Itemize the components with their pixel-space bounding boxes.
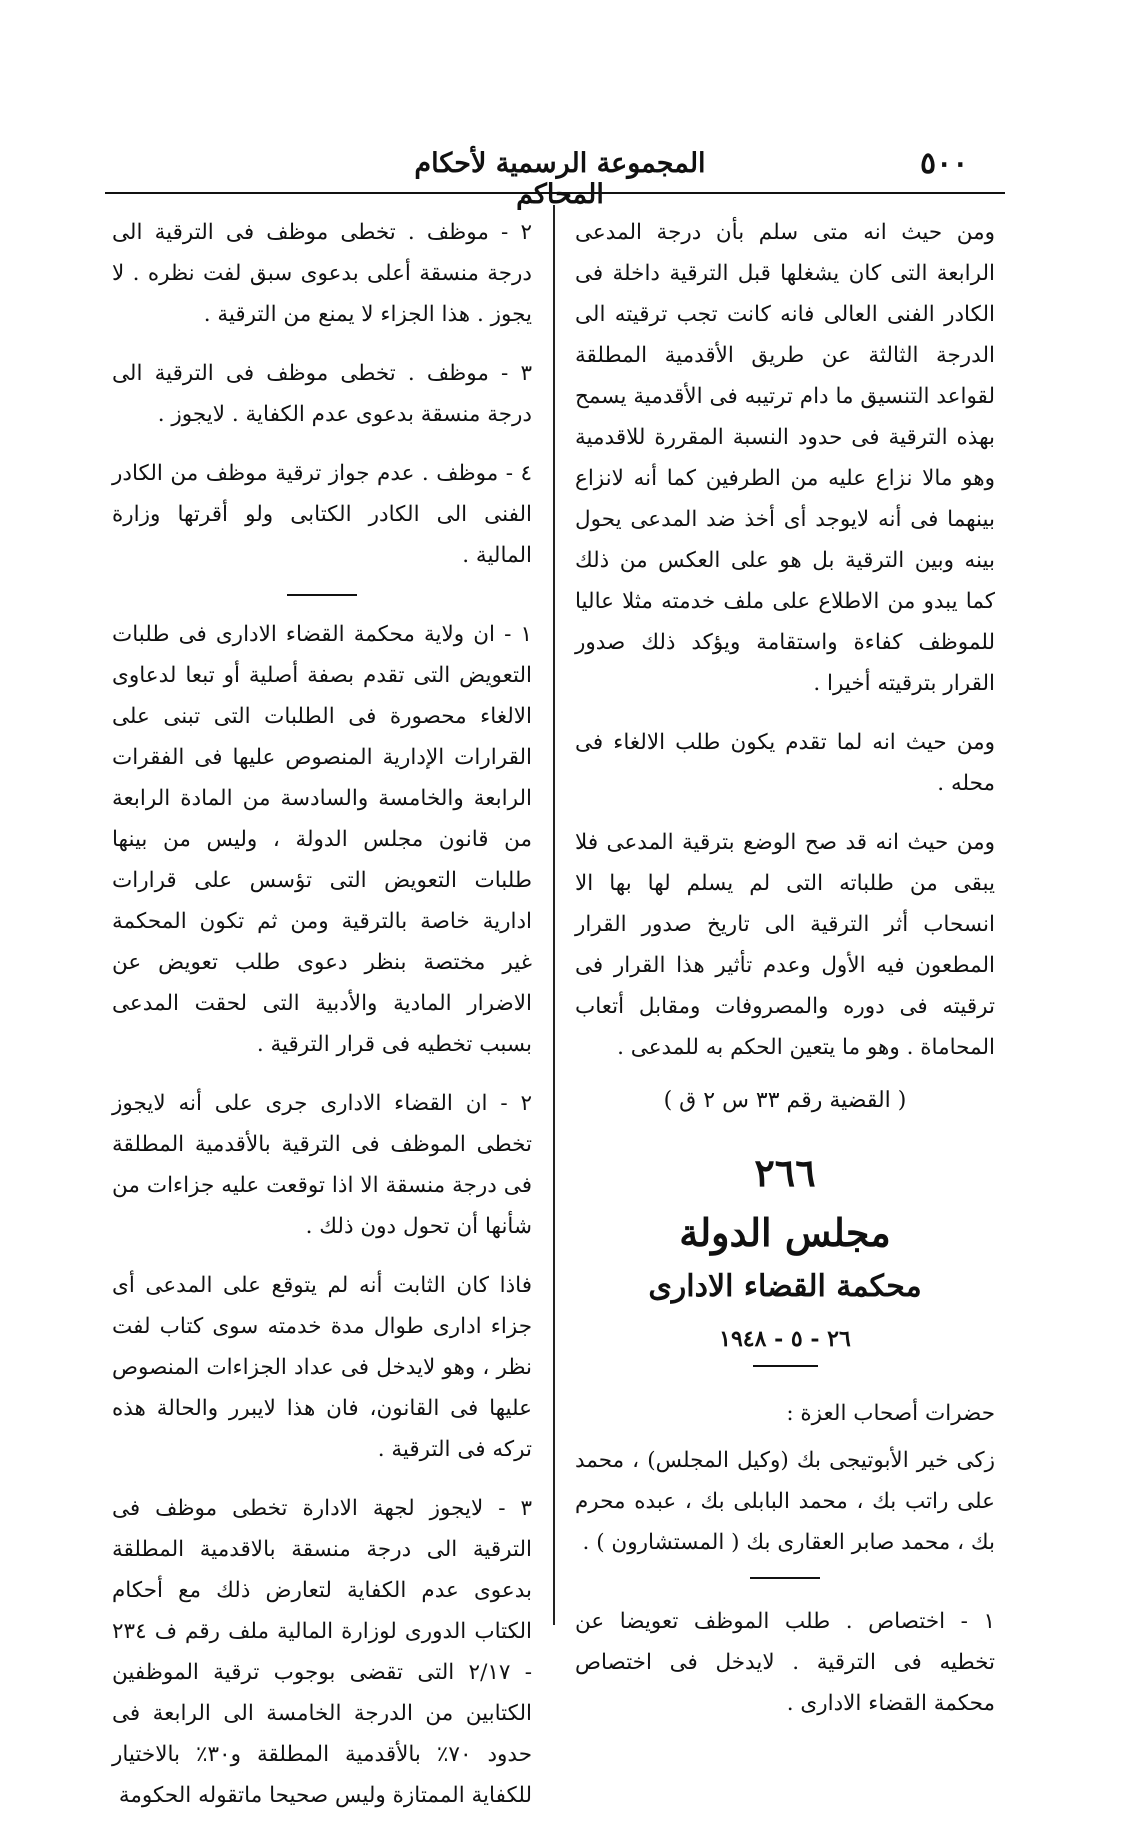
right-column (575, 212, 995, 1742)
members-list: زكى خير الأبوتيجى بك (وكيل المجلس) ، محمد على راتب بك ، محمد البابلى بك ، عبده محرم بك ، محمد صابر العقارى بك ( المستشارون ) . (575, 1448, 995, 1555)
section-rule (750, 1577, 820, 1579)
column-divider (553, 205, 555, 1625)
left-column (112, 212, 532, 1834)
running-title: المجموعة الرسمية لأحكام المحاكم (414, 148, 706, 210)
paragraph: ومن حيث انه لما تقدم يكون طلب الالغاء فى محله . (575, 730, 995, 796)
headnote: ١ - اختصاص . طلب الموظف تعويضا عن تخطيه فى الترقية . لايدخل فى اختصاص محكمة القضاء الادارى . (575, 1609, 995, 1716)
paragraph: ومن حيث انه متى سلم بأن درجة المدعى الرابعة التى كان يشغلها قبل الترقية داخلة فى الكادر الفنى العالى فانه كانت تجب ترقيته الى الدرجة الثالثة عن طريق الأقدمية المطلقة لقواعد التنسيق ما دام ترتيبه فى الأقدمية يسمح بهذه الترقية فى حدود النسبة المقررة للاقدمية وهو مالا نزاع عليه من الطرفين كما أنه لانزاع بينهما فى أنه لايوجد أى أخذ ضد المدعى يحول بينه وبين الترقية بل هو على العكس من ذلك كما يبدو من الاطلاع على ملف خدمته مثلا عاليا للموظف كفاءة واستقامة ويؤكد ذلك صدور القرار بترقيته أخيرا . (575, 220, 995, 696)
case-reference: ( القضية رقم ٣٣ س ٢ ق ) (663, 1088, 907, 1113)
principle: ٣ - لايجوز لجهة الادارة تخطى موظف فى الترقية الى درجة منسقة بالاقدمية المطلقة بدعوى عدم الكفاية لتعارض ذلك مع أحكام الكتاب الدورى لوزارة المالية ملف رقم ف ٢٣٤ - ٢/١٧ التى تقضى بوجوب ترقية الموظفين الكتابين من الدرجة الخامسة الى الرابعة فى حدود ٧٠٪ بالأقدمية المطلقة و٣٠٪ بالاختيار للكفاية الممتازة وليس صحيحا ماتقوله الحكومة (112, 1496, 532, 1808)
headnote: ٤ - موظف . عدم جواز ترقية موظف من الكادر الفنى الى الكادر الكتابى ولو أقرتها وزارة المالية . (112, 461, 532, 568)
page-number: ٥٠٠ (920, 146, 969, 181)
decision-date: ٢٦ - ٥ - ١٩٤٨ (719, 1326, 851, 1352)
section-rule (287, 594, 357, 596)
section-rule (753, 1365, 818, 1367)
case-number: ٢٦٦ (754, 1150, 816, 1195)
header-rule (105, 192, 1005, 194)
principle: ١ - ان ولاية محكمة القضاء الادارى فى طلبات التعويض التى تقدم بصفة أصلية أو تبعا لدعاوى الالغاء محصورة فى الطلبات التى تبنى على القرارات الإدارية المنصوص عليها فى الفقرات الرابعة والخامسة والسادسة من المادة الرابعة من قانون مجلس الدولة ، وليس من بينها طلبات التعويض التى تؤسس على قرارات ادارية خاصة بالترقية ومن ثم تكون المحكمة غير مختصة بنظر دعوى طلب تعويض عن الاضرار المادية والأدبية التى لحقت المدعى بسبب تخطيه فى قرار الترقية . (112, 622, 532, 1057)
presence-line: حضرات أصحاب العزة : (786, 1401, 995, 1426)
court-name: مجلس الدولة (679, 1210, 891, 1255)
chamber-name: محكمة القضاء الادارى (648, 1269, 922, 1304)
principle: فاذا كان الثابت أنه لم يتوقع على المدعى أى جزاء ادارى طوال مدة خدمته سوى كتاب لفت نظر ، وهو لايدخل فى عداد الجزاءات المنصوص عليها فى القانون، فان هذا لايبرر والحالة هذه تركه فى الترقية . (112, 1273, 532, 1462)
principle: ٢ - ان القضاء الادارى جرى على أنه لايجوز تخطى الموظف فى الترقية بالأقدمية المطلقة فى درجة منسقة الا اذا توقعت عليه جزاءات من شأنها أن تحول دون ذلك . (112, 1091, 532, 1239)
paragraph: ومن حيث انه قد صح الوضع بترقية المدعى فلا يبقى من طلباته التى لم يسلم لها بها الا انسحاب أثر الترقية الى تاريخ صدور القرار المطعون فيه الأول وعدم تأثير هذا القرار فى ترقيته فى دوره والمصروفات ومقابل أتعاب المحاماة . وهو ما يتعين الحكم به للمدعى . (575, 830, 995, 1060)
headnote: ٢ - موظف . تخطى موظف فى الترقية الى درجة منسقة أعلى بدعوى سبق لفت نظره . لا يجوز . هذا الجزاء لا يمنع من الترقية . (112, 220, 532, 327)
headnote: ٣ - موظف . تخطى موظف فى الترقية الى درجة منسقة بدعوى عدم الكفاية . لايجوز . (112, 361, 532, 427)
